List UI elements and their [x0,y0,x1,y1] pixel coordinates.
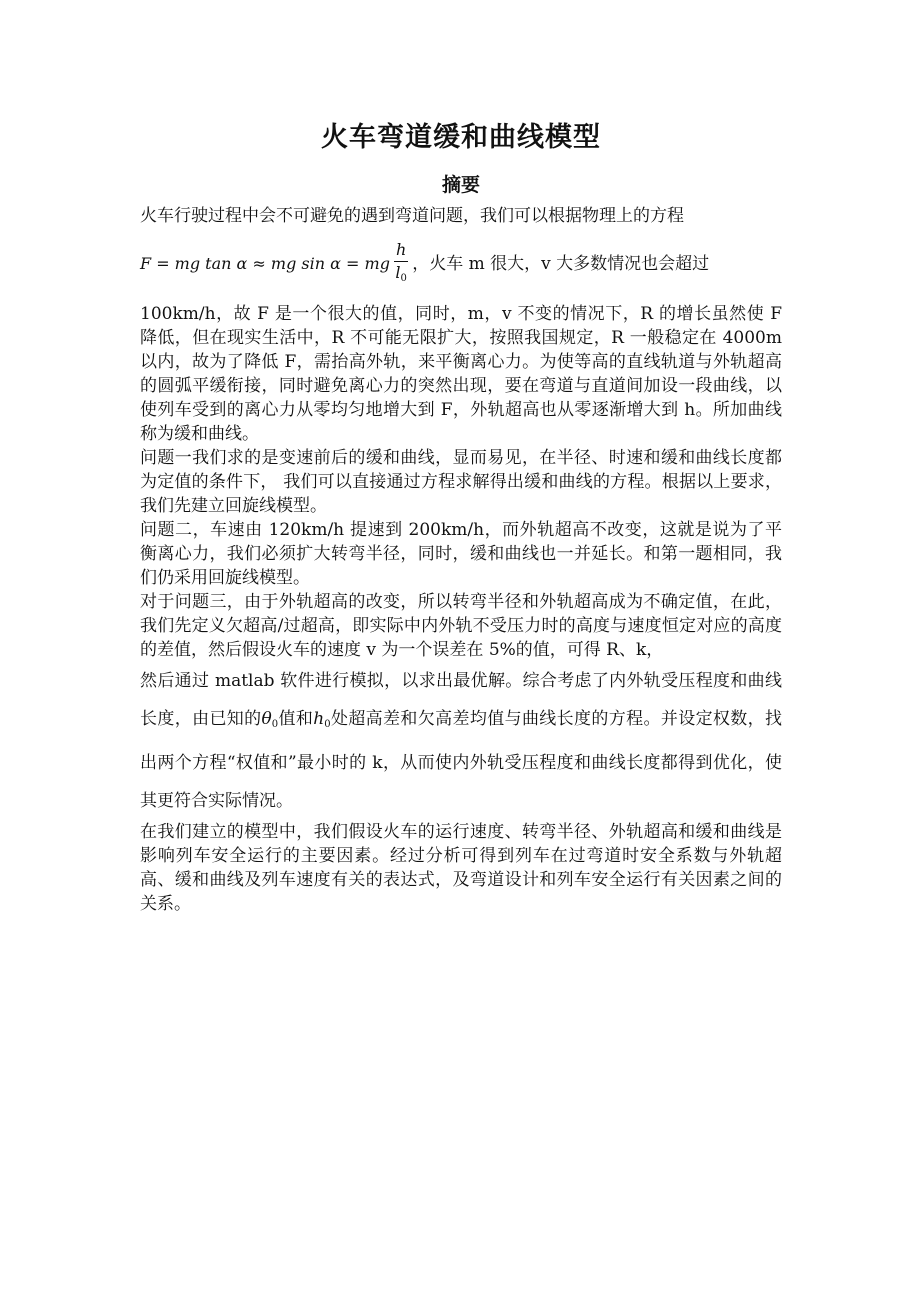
paragraph-problem-three: 对于问题三，由于外轨超高的改变，所以转弯半径和外轨超高成为不确定值，在此，我们先定义欠超高/过超高，即实际中内外轨不受压力时的高度与速度恒定对应的高度的差值，然后假设火车的速度 v 为一个误差在 5%的值，可得 R、k， [140,592,782,660]
matlab-text-part3: 处超高差和欠高差均值与曲线长度的方程。并设定权数，找出两个方程“权值和”最小时的 k，从而使内外轨受压程度和曲线长度都得到优化，使其更符合实际情况。 [140,709,783,811]
formula-fraction [394,239,408,290]
theta-symbol: θ [261,709,272,729]
theta-subscript: 0 [271,719,279,730]
paragraph-model-summary: 在我们建立的模型中，我们假设火车的运行速度、转弯半径、外轨超高和缓和曲线是影响列车安全运行的主要因素。经过分析可得到列车在过弯道时安全系数与外轨超高、缓和曲线及列车速度有关的表达式，及弯道设计和列车安全运行有关因素之间的关系。 [140,822,782,914]
matlab-text-part1: 然后通过 matlab 软件进行模拟，以求出最优解。综合考虑了内外轨受压程度和曲线长度，由已知的 [140,671,782,729]
denominator-symbol: l [395,262,401,282]
abstract-content [140,118,782,916]
matlab-text-part2: 值和 [278,709,314,729]
paragraph-matlab [140,662,782,820]
abstract-heading: 摘要 [441,174,480,196]
paragraph-intro-continued: 100km/h，故 F 是一个很大的值，同时，m，v 不变的情况下，R 的增长虽然使 F 降低，但在现实生活中，R 不可能无限扩大，按照我国规定，R 一般稳定在 4000m 以内，故为了降低 F，需抬高外轨，来平衡离心力。为使等高的直线轨道与外轨超高的圆弧平缓衔接，同时避免离心力的突然出现，要在弯道与直道间加设一段曲线，以使列车受到的离心力从零均匀地增大到 F，外轨超高也从零逐渐增大到 h。所加曲线称为缓和曲线。 [140,304,782,444]
fraction-numerator: h [394,239,408,262]
formula-tail-text: ，火车 m 很大，v 大多数情况也会超过 [412,254,710,274]
fraction-denominator [395,262,407,290]
h-subscript: 0 [324,719,331,730]
paragraph-intro: 火车行驶过程中会不可避免的遇到弯道问题，我们可以根据物理上的方程 [140,206,684,226]
paragraph-problem-one: 问题一我们求的是变速前后的缓和曲线，显而易见，在半径、时速和缓和曲线长度都为定值的条件下， 我们可以直接通过方程求解得出缓和曲线的方程。根据以上要求，我们先建立回旋线模型。 [140,448,782,516]
paper-title: 火车弯道缓和曲线模型 [321,122,601,153]
h-symbol: h [313,709,325,729]
paragraph-problem-two: 问题二，车速由 120km/h 提速到 200km/h，而外轨超高不改变，这就是说为了平衡离心力，我们必须扩大转弯半径，同时，缓和曲线也一并延长。和第一题相同，我们仍采用回旋线模型。 [140,520,782,588]
denominator-subscript: 0 [400,272,407,284]
force-formula [140,239,412,290]
formula-line [140,230,782,298]
formula-lhs: F = mg tan α ≈ mg sin α = mg [140,254,390,273]
